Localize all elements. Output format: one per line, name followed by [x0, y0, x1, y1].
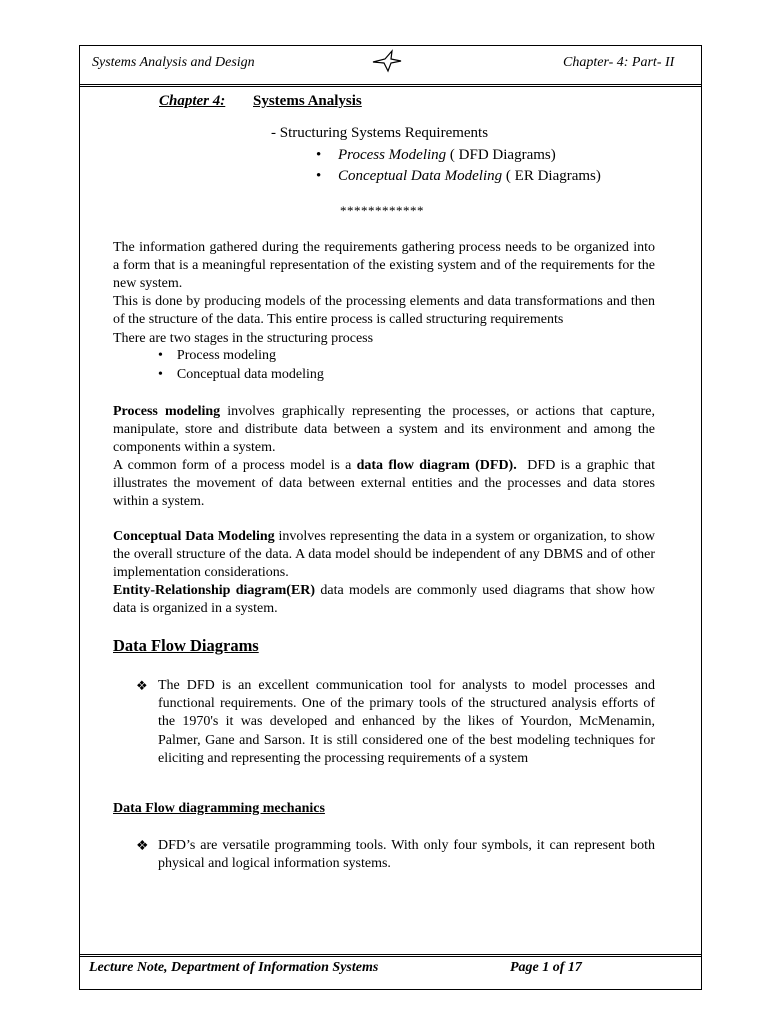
intro-paragraph: The information gathered during the requirements gathering process needs to be organized into a form that is a meaningful representation of the existing system and of the requirements for the new system.: [113, 240, 655, 292]
chapter-heading: [159, 93, 362, 110]
dfd-point-paragraph: The DFD is an excellent communication tool for analysts to model processes and functional requirements. One of the primary tools of the structured analysis efforts of the 1970's it was developed and enhanced by the likes of Yourdon, McMenamin, Palmer, Gane and Sarson. It is still considered one of the best modeling techniques for eliciting and representing the processing requirements of a system: [158, 678, 655, 766]
diamond-bullet-icon: ❖: [136, 839, 149, 854]
er-definition-paragraph: Entity-Relationship diagram(ER) data models are commonly used diagrams that show how data is organized in a system.: [113, 583, 655, 617]
process-modeling-paragraph: Process modeling involves graphically representing the processes, or actions that capture, manipulate, store and distribute data between a system and its environment and among the components within a system.: [113, 404, 655, 456]
footer-page-number: Page 1 of 17: [510, 960, 582, 975]
header-chapter-ref: Chapter- 4: Part- II: [563, 55, 675, 70]
bullet-icon: •: [316, 147, 322, 163]
bullet-icon: •: [158, 367, 163, 382]
diamond-bullet-icon: ❖: [136, 678, 148, 693]
outline-bullet-conceptual: • Conceptual Data Modeling ( ER Diagrams): [316, 168, 601, 184]
header-course-title: Systems Analysis and Design: [92, 55, 255, 70]
bullet-icon: •: [158, 348, 163, 363]
stages-intro: There are two stages in the structuring process: [113, 331, 374, 346]
section-heading-dfd: Data Flow Diagrams: [113, 636, 259, 655]
outline-bullet-process: • Process Modeling ( DFD Diagrams): [316, 147, 556, 163]
outline-dash-item: - Structuring Systems Requirements: [271, 125, 489, 141]
chapter-title: Systems Analysis: [253, 93, 362, 109]
footer-department: Lecture Note, Department of Information Systems: [89, 960, 379, 975]
bullet-icon: •: [316, 168, 322, 184]
section-heading-mechanics: Data Flow diagramming mechanics: [113, 801, 325, 816]
star-logo-icon: [371, 49, 403, 73]
structuring-paragraph: This is done by producing models of the processing elements and data transformations and then of the structure of the data. This entire process is called structuring requirements: [113, 294, 655, 328]
chapter-number: Chapter 4:: [159, 93, 226, 109]
separator-stars: ************: [340, 203, 424, 218]
dfd-definition-paragraph: A common form of a process model is a data flow diagram (DFD). DFD is a graphic that illustrates the movement of data between external entities and the processes and data stores within a system.: [113, 458, 659, 510]
mechanics-point-paragraph: DFD’s are versatile programming tools. With only four symbols, it can represent both physical and logical information systems.: [158, 838, 655, 872]
list-item: • Process modeling: [158, 348, 277, 363]
list-item: • Conceptual data modeling: [158, 367, 324, 382]
conceptual-modeling-paragraph: Conceptual Data Modeling involves representing the data in a system or organization, to show the overall structure of the data. A data model should be independent of any DBMS and of other implementation considerations.: [113, 529, 655, 581]
